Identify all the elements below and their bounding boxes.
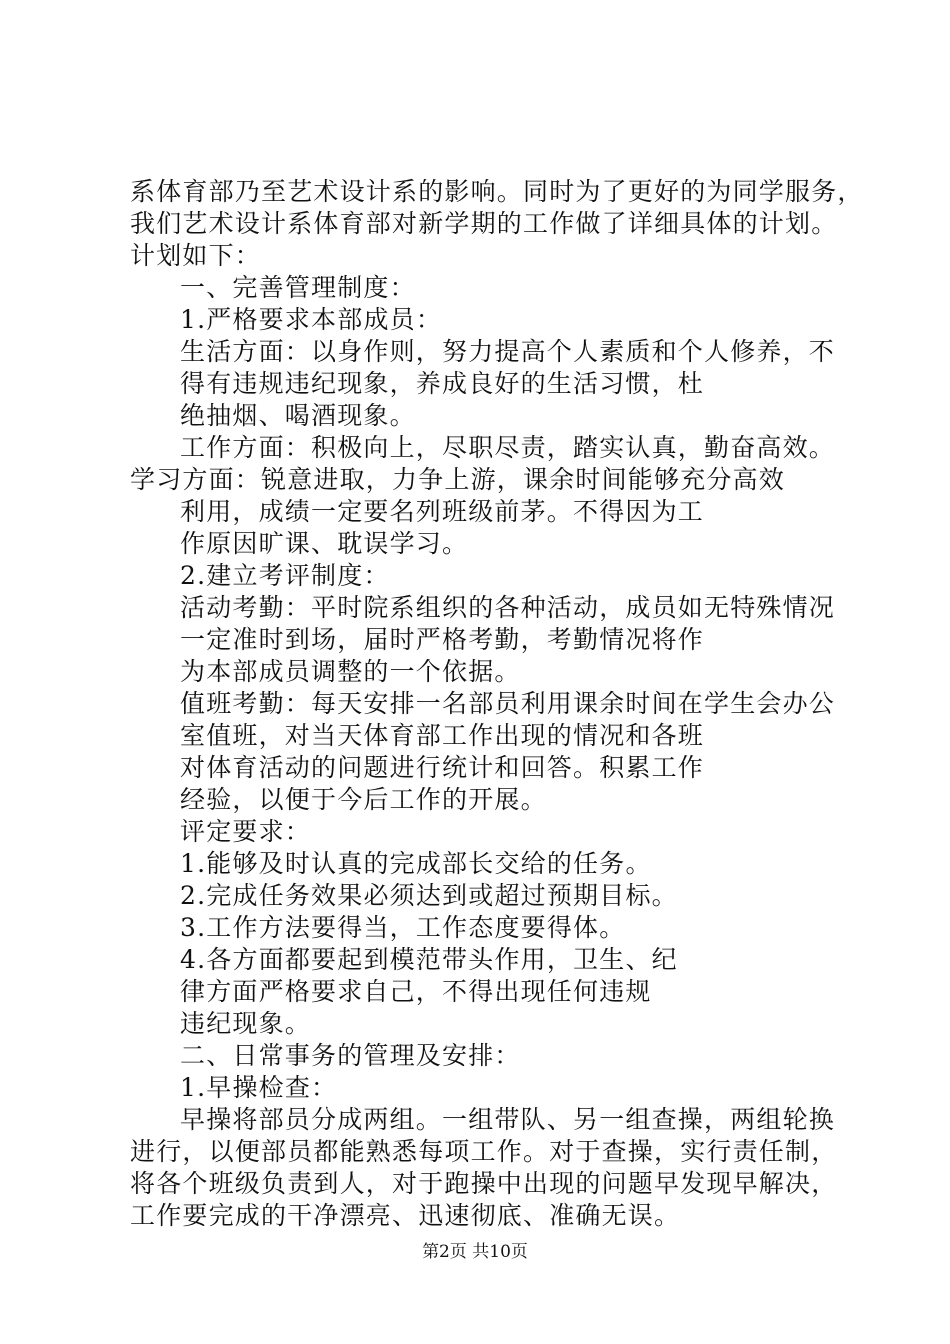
body-line: 得有违规违纪现象，养成良好的生活习惯，杜 (180, 369, 705, 398)
subsection-heading: 1.严格要求本部成员： (180, 305, 443, 334)
list-item: 1.能够及时认真的完成部长交给的任务。 (180, 849, 652, 878)
body-line: 值班考勤：每天安排一名部员利用课余时间在学生会办公 (180, 689, 836, 718)
subsection-heading: 1.早操检查： (180, 1073, 338, 1102)
section-heading: 一、完善管理制度： (180, 273, 416, 302)
body-line: 一定准时到场，届时严格考勤，考勤情况将作 (180, 625, 705, 654)
body-line: 学习方面：锐意进取，力争上游，课余时间能够充分高效 (130, 465, 786, 494)
body-line: 对体育活动的问题进行统计和回答。积累工作 (180, 753, 705, 782)
body-line: 将各个班级负责到人，对于跑操中出现的问题早发现早解决， (130, 1169, 838, 1198)
body-line: 早操将部员分成两组。一组带队、另一组查操，两组轮换 (180, 1105, 836, 1134)
body-line: 利用，成绩一定要名列班级前茅。不得因为工 (180, 497, 705, 526)
body-line: 系体育部乃至艺术设计系的影响。同时为了更好的为同学服务， (130, 177, 864, 206)
body-line: 室值班，对当天体育部工作出现的情况和各班 (180, 721, 705, 750)
section-heading: 二、日常事务的管理及安排： (180, 1041, 521, 1070)
page-footer: 第2页 共10页 (422, 1242, 528, 1262)
body-line: 经验，以便于今后工作的开展。 (180, 785, 547, 814)
list-item: 4.各方面都要起到模范带头作用，卫生、纪 (180, 945, 678, 974)
body-line: 我们艺术设计系体育部对新学期的工作做了详细具体的计划。 (130, 209, 838, 238)
body-line: 作原因旷课、耽误学习。 (180, 529, 469, 558)
body-line: 生活方面：以身作则，努力提高个人素质和个人修养，不 (180, 337, 836, 366)
body-line: 进行，以便部员都能熟悉每项工作。对于查操，实行责任制， (130, 1137, 838, 1166)
body-line: 工作要完成的干净漂亮、迅速彻底、准确无误。 (130, 1201, 681, 1230)
body-line: 活动考勤：平时院系组织的各种活动，成员如无特殊情况 (180, 593, 836, 622)
subsection-heading: 2.建立考评制度： (180, 561, 390, 590)
list-item: 3.工作方法要得当，工作态度要得体。 (180, 913, 626, 942)
body-line: 绝抽烟、喝酒现象。 (180, 401, 416, 430)
list-item: 2.完成任务效果必须达到或超过预期目标。 (180, 881, 678, 910)
body-line: 律方面严格要求自己，不得出现任何违规 (180, 977, 652, 1006)
body-line: 工作方面：积极向上，尽职尽责，踏实认真，勤奋高效。 (180, 433, 836, 462)
body-line: 评定要求： (180, 817, 312, 846)
body-line: 违纪现象。 (180, 1009, 312, 1038)
body-line: 计划如下： (130, 241, 262, 270)
body-line: 为本部成员调整的一个依据。 (180, 657, 521, 686)
